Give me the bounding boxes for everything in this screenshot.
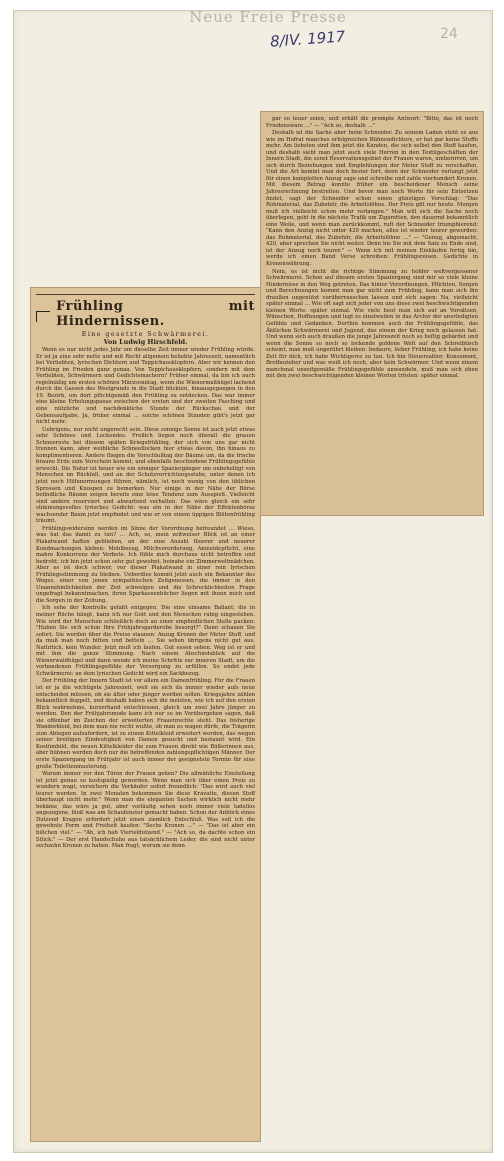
article-byline: Von Ludwig Hirschfeld. — [103, 337, 188, 346]
left-paragraph-2: Uebrigens, nur nicht ungerecht sein. Diese sonnige Sonne ist auch jetzt etwas sehr Schönes und Lockendes. Freilich liegen noch überall die grauen Schneereste bei diesem späten Kriegsfrühling, der sich von uns gar nicht trennen kann, aber weibliche Schneeflocken hier etwas davon, ihn hinaus zu komplimentieren. Andere fliegen die Vorschlußtag der Bäume um, da die frische braune Erde zum Vorschein kommt, und ebenfalls beschiedene Frühlingsgefühle erweckt. Die Natur ist heuer wie ein sinniger Spaziergänger um unbehelligt von Menschen im Rückfall, und an der Schutzvorrichtungsstube, unter denen ich jetzt noch Hilfenormungen führen, nämlich, ist noch wenig von den üblichen Sprossen und Knospen zu bemerken. Nur einige in der Nähe der Börse befindliche Bäume zeigen bereits eine leise Tendenz zum Ausspieß. Vielleicht sind andere reserviert und abwartend verhalten. Das wäre gleich ein sehr stimmungsvolles lyrisches Gedicht: was ein in der Nähe der Effektenbörse wachsender Baum jetzt empfindet und wie er von einem üppigen Blütenfrühling träumt. — [36, 426, 255, 525]
left-paragraph-4: Ich sehe der Kontrolle gefaßt entgegen. Die eine einsame Ballant, die in meiner Rüche hängt, kann ich nur Gott und den Menschen ruhig eingestehen. Wie wird der Menschen schließlich doch an einer empfindlichen Stelle packen: "Haben Sie sich schon Ihre Frühjahrsgarderobe besorgt?" Dann schauen Sie sofort. Sie werden über die Preise staunen: Anzug Kronen der Meter Stoff, und da muß man noch bitten und betteln … Sie sehen übrigens nicht gut aus. Natürlich, kein Wunder. Jetzt muß ich laufen. Gut essen sehen. Weg ist er und mit ihm die ganze Stimmung. Nach einem Abschiedsblick auf die Wienerwaldhügel und dann wende ich meine Schritte zur inneren Stadt, um die vorhandenen Frühlingsgefühle der Versorgung zu erfüllen. So endet jede Schwärmerei: an dem lyrischen Gedicht wird ein Sackbezug. — [36, 605, 255, 677]
left-paragraph-1: Wenn es nur nicht jedes Jahr um dieselbe Zeit immer wieder Frühling würde. Er ist ja eine sehr nette und mit Recht allgemein beliebte Jahreszeit, namentlich bei Verliebten, lyrischen Dichtern und Teppichausklopfern. Aber wir kennen den Frühling im Frieden ganz genau. Von Teppichausklopfern, sondern mit dem Verliebten, Schwärmern und Gedichtemachern? Früher einmal, da bin ich auch regelmäßig um ersten schönen Märzsonntag, wenn die Wienermaßhügel lachend durch die Gassen des Westgrunds in die Stadt blickten, hinausgegangen in den 19. Bezirk, um dort pflichtgemäß den Frühling zu entdecken. Das war immer eine kleine Erholungspause zwischen der ersten und der zweiten Fasching und eine nützliche und nachdenkliche Stunde der Rückschau und der Gebensaufgabe. Ja, früher einmal … solche schönen Stunden gibt's jetzt gar nicht mehr. — [36, 347, 255, 426]
left-paragraph-3: Frühlingswidersinn werden im Sinne der Vorordnung befreundet … Wieso, was hat das damit zu tun? … Ach, so, mein zeitweiser Blick ist an einer Plakatwand haften geblieben, an der eine Anzahl flieerer und neuerer Kundmachungen kleben: Mehlbezug, Milchverorderung, Anmeldepflicht, eine mahre Konkurrenz der Verbote. Ich fühle mich durchaus nicht betroffen und bedroht: ich bin jetzt schon sehr gut gewohnt, beinahe ein Zimmerweltmädchen. Aber es ist doch schwer, vor dieser Plakatwand in einer rein lyrischen Frühlingsstimmung zu bleiben. Ueberdies kommt jetzt auch ein Bekannter des Weges, einer von jenen sympathischen Zeitgenossen, die immer in den Unannehmlichkeiten der Zeit schwelgen und die Schrecklichkeiten Frage ungefragt bekanntmachen, ihren Sparkassenbücher liegen mit ihnen mich und die Sorgen in der Zeitung. — [36, 525, 255, 604]
page-number: 24 — [440, 26, 458, 42]
newspaper-masthead: Neue Freie Presse — [189, 8, 347, 26]
right-paragraph-1: gar so teuer seien, und erhält die prompte Antwort: "Bitte, das ist noch Friedensware …" — "Ach so, deshalb …" — [266, 116, 478, 129]
left-paragraph-5: Der Frühling der Innern Stadt ist vor allem ein Damenfrühling. Für die Frauen ist er ja die wichtigste Jahreszeit, weil sie sich da immer wieder aufs neue entscheiden müssen, ob sie älter oder jünger werden sollen. Kriegsjahre zählen bekanntlich doppelt, und deshalb haben sich die meisten, wie ich auf den ersten Blick wahrnehme, kurzerhand entschlossen, gleich um zwei Jahre jünger zu werden. Den der Frühjahrsmode kann ich nur so im Vorübergehen sagen, daß sie offenbar im Zeichen der erweiterten Frauenrechte steht. Das bisherige Wanderkleid, bei dem man nie recht wußte, ob man es wagen dürfe, die Trägerin zum Ablegen aufzufordern, ist zu einem Kittelkleid erweitert worden, das wegen seiner breitigen Eindeutigkeit von Damen gesucht und bestaunt wird. Ein Kostümbild, die neuen Kittelkleider die zum Frauen direkt wie Büßerinnen aus, aber bühnen werden doch nur die betreffenden zahlungspflichtigen Männer. Der erste Spaziergang im Frühjahr ist auch immer der geeignetste Termin für eine große Toilettenmusterung. — [36, 678, 255, 770]
right-paragraph-3: Nein, es ist nicht die richtige Stimmung zu holder weltvergessener Schwärmerei. Schon auf diesem ersten Spaziergang sind mir so viele kleine Hindernisse in den Weg getreten. Das hinter Verordnungen, Pflichten, Sorgen und Berechnungen kommt man gar nicht zum Frühling, kann man sich ihn draußen ungenützt vorüberrauschen lassen und sich sagen: Na, vielleicht später einmal … Wie oft sagt sich jeder von uns diese zwei beschwichtigenden kleinen Worte: später einmal. Wie viele heut man sich auf an Vorsätzen, Wünschen, Hoffnungen und legt es einstweilen in das Archiv der unerledigten Gefühle und Gedanken. Dorthin kommen auch die Frühlingsgefühle, das Äkßichen Schwärmerei und Jugend, das einem der Krieg noch gelassen hat. Und wenn sich auch draußen die junge Jahreszeit noch so heftig gebärdet und wenn die Sonne so noch so lockende goldene Welt auf den Schreibtisch scheint, man muß ungerührt bleiben: bedaure, lieber Frühling, ich habe keine Zeit für dich, ich habe Wichtigeres zu tun. Ich bin Steuerzahler, Konsument, Brotbezieher und was weiß ich noch, aber kein Schwärmer. Und wenn einem manchmal unzeitgemäße Frühlingsgefühle anwandeln, muß man sich eben mit den zwei beschwichtigenden kleinen Worten trösten: später einmal. — [266, 268, 478, 380]
title-row — [36, 299, 255, 329]
article-subtitle: Eine gesetzte Schwärmerei. — [81, 330, 210, 338]
corner-mark — [36, 311, 50, 322]
top-rule — [36, 294, 255, 295]
handwritten-date: 8/IV. 1917 — [269, 27, 346, 51]
clipping-left-column — [30, 287, 261, 1142]
clipping-right-column — [260, 111, 484, 516]
left-paragraph-6: Warum immer vor den Türen der Frauen gehen? Die allmähliche Einstellung ist jetzt genau so kostspielig geworden. Wenn man sich über einen Preis zu wundern wagt, versichern die Verkäufer sofort freundlich: "Das wird auch viel teurer werden. In zwei Monaten bekommen Sie diese Kravatte, diesen Stoff überhaupt nicht mehr." Wenn man die eleganten Sachen wirklich nicht mehr bekäme, das wäre ja gut, aber vorläufig sehen noch immer viele tadellos angezogene, bloß was am Schaufenster gemacht haben. Schon der Anblick eines Dutzend Kragen erfordert jetzt einen ziemlich Entschluß. Was soll ich die gewohnte Form und Freiheit kaufen: "Sechs Kronen …" — "Das ist aber ein bißchen viel." — "Ah, ich hab Vierteldutzend." — "Ach so, da dachte schon ein Stück." — Der erst Handschuhe aus tatsächlichem Leder, die sind nicht unter sechzehn Kronen zu haben. Man fragt, worum sie denn — [36, 771, 255, 850]
right-paragraph-2: Deshalb ist die Sache aber beim Schneider. Zu seinem Laden steht es aus wie im Hofrat manches erfolgreichen Bühnendichters, er hat gar keine Stoffe mehr. Am liebsten sind ihm jetzt die Kunden, die sich selbst den Stoff kaufen, und deshalb sieht man jetzt auch viele Herren in den Textilgeschäften der Innern Stadt, die sonst Reservationsgebiet der Frauen waren, umherirren, um sich durch Beziehungen und Empfehlungen der Meter Stoff zu verschaffen. Und die Art kommt man doch bester fort, denn der Schneider verlangt jetzt für einen kompletten Anzug sage und schreibe und zahle vierhundert Kronen. Mit diesem Betrag konnte früher ein bescheidener Mensch seine Jahresrechnung bestreiten. Und bevor man noch Worte für sein Entsetzen findet, sagt der Schneider schon einen günstigen Vorschlag: "Das Rohmaterial, das Zubehör, die Arbeitslöhne. Der Preis gilt nur heute. Morgen muß ich vielleicht schon mehr verlangen." Man will sich die Sache noch überlegen, geht in die nächste Trafik um Zigaretten, den dauernd bekanntlich eine Weile, und wenn man zurückkommt, ruft der Schneider triumphierend: "Kann den Anzug nicht unter 420 machen, alles ist wieder teurer geworden: das Rohmaterial, das Zubehör, die Arbeitslöhne …" — "Genug, abgemacht, 420, aber sprechen Sie nicht weiter. Denn bis Sie mit dem Satz zu Ende sind, ist der Anzug noch teurer." — Wenn ich mit meinen Einkäufen fertig bin, werde ich einen Band Verse schreiben: Frühlingsreisen. Gedichte in Kronenwährung. — [266, 130, 478, 268]
article-title: Frühling mit Hindernissen. — [56, 299, 255, 329]
